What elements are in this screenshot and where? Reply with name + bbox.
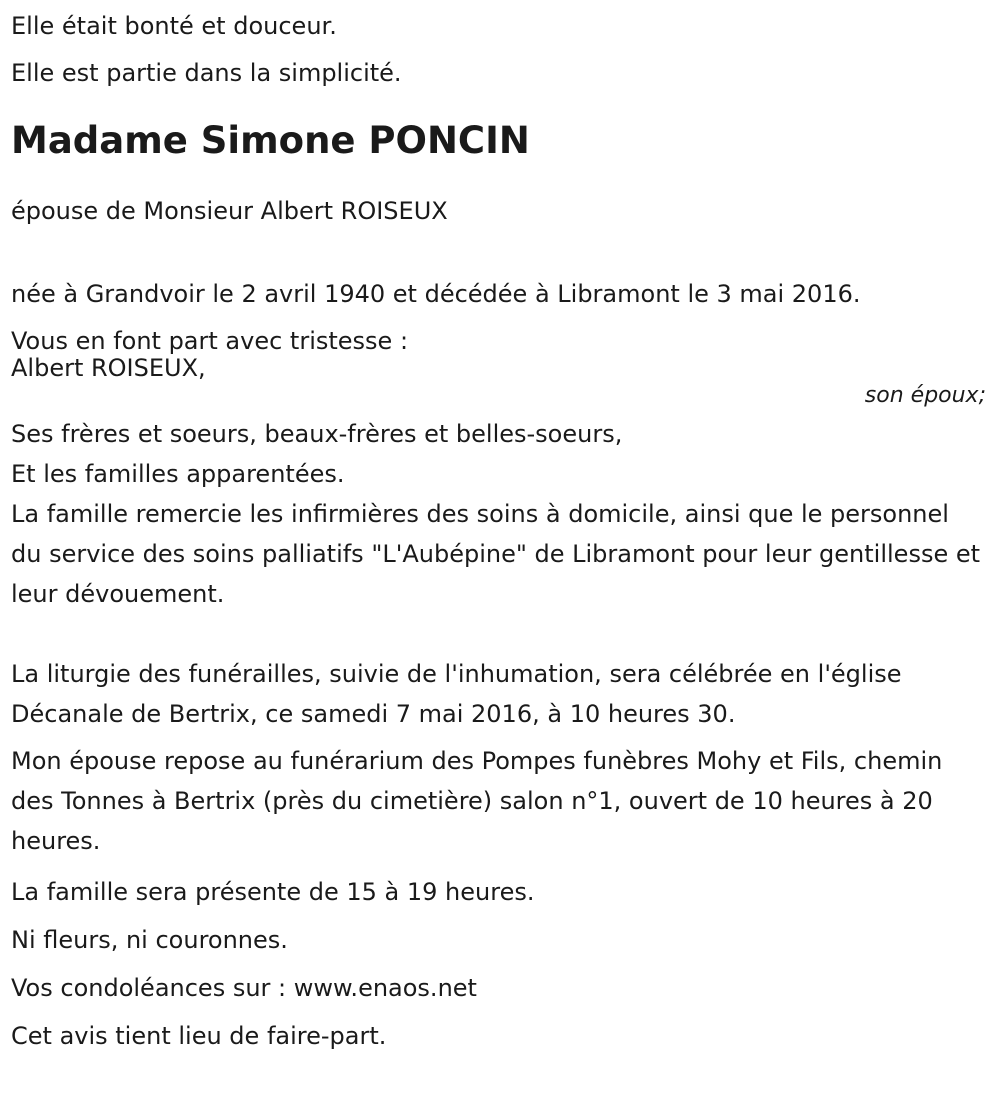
intro-line-2: Elle est partie dans la simplicité. — [11, 59, 402, 87]
family-relatives: Et les familles apparentées. — [11, 460, 345, 488]
thanks-paragraph: La famille remercie les infirmières des soins à domicile, ainsi que le personnel du service des soins palliatifs "L'Aubépine" de Libramont pour leur gentillesse et leur dévouement. — [11, 500, 981, 608]
family-siblings: Ses frères et soeurs, beaux-frères et belles-soeurs, — [11, 420, 623, 448]
flowers-line: Ni fleurs, ni couronnes. — [11, 926, 288, 954]
obituary-notice — [11, 0, 986, 1056]
intro-line-1: Elle était bonté et douceur. — [11, 12, 337, 40]
birth-death-line: née à Grandvoir le 2 avril 1940 et décédée à Libramont le 3 mai 2016. — [11, 280, 861, 308]
family-spouse-name: Albert ROISEUX, — [11, 354, 206, 382]
deceased-name: Madame Simone PONCIN — [11, 119, 530, 162]
funerarium-paragraph: Mon épouse repose au funérarium des Pompes funèbres Mohy et Fils, chemin des Tonnes à Bertrix (près du cimetière) salon n°1, ouvert de 10 heures à 20 heures. — [11, 747, 943, 855]
spouse-line: épouse de Monsieur Albert ROISEUX — [11, 197, 448, 225]
condolences-line: Vos condoléances sur : www.enaos.net — [11, 974, 477, 1002]
family-spouse-role: son époux; — [864, 383, 986, 408]
closing-line: Cet avis tient lieu de faire-part. — [11, 1022, 387, 1050]
liturgy-paragraph: La liturgie des funérailles, suivie de l'inhumation, sera célébrée en l'église Décanale de Bertrix, ce samedi 7 mai 2016, à 10 heures 30. — [11, 660, 902, 728]
announcement-line: Vous en font part avec tristesse : — [11, 327, 409, 355]
presence-line: La famille sera présente de 15 à 19 heures. — [11, 878, 535, 906]
